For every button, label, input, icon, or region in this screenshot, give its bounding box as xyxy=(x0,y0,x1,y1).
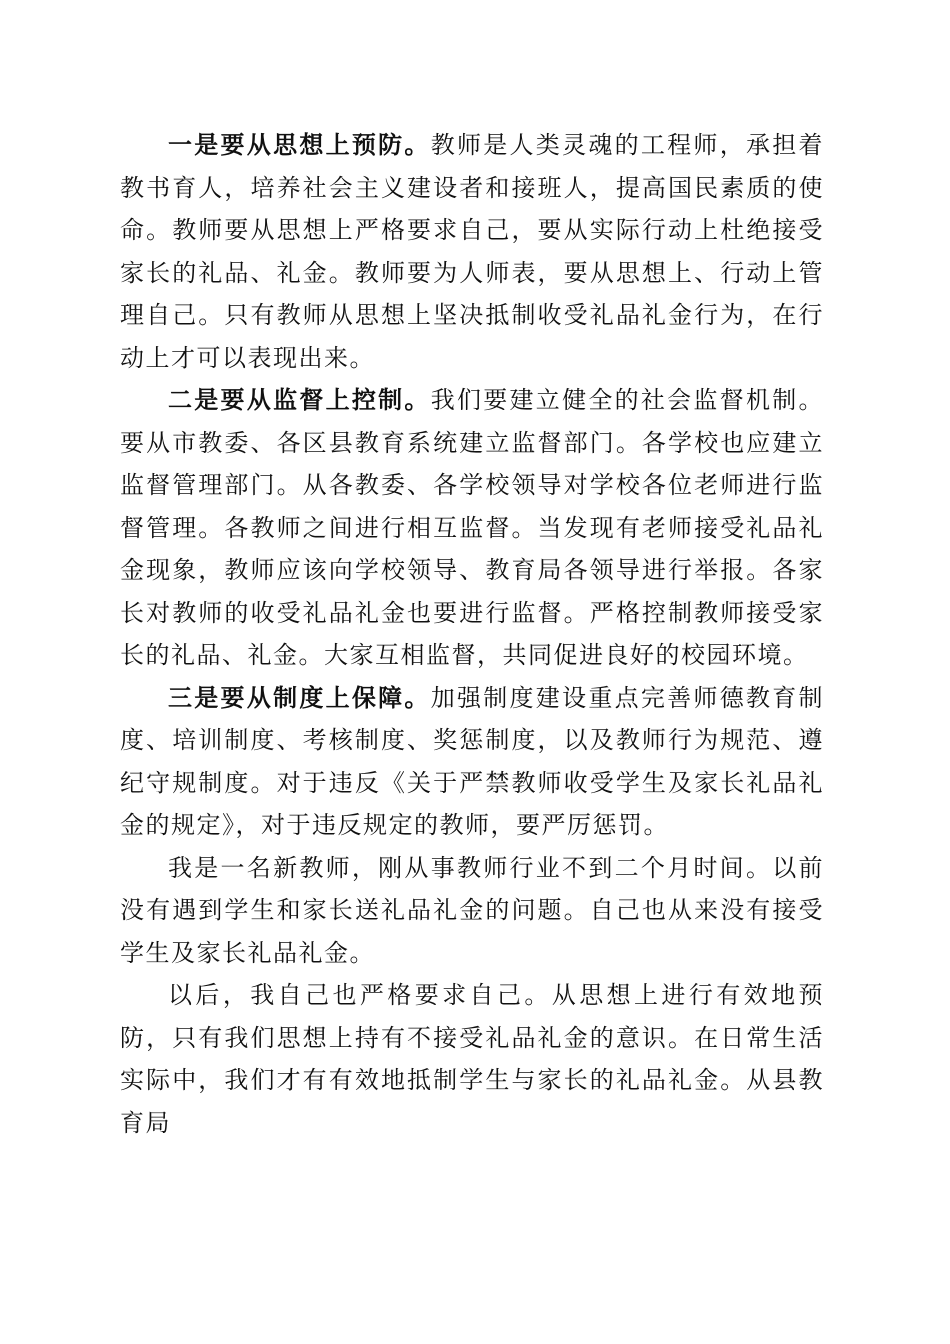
paragraph-text: 加强制度建设重点完善师德教育制度、培训制度、考核制度、奖惩制度，以及教师行为规范、遵纪守规制度。对于违反《关于严禁教师收受学生及家长礼品礼金的规定》，对于违反规定的教师，要严厉惩罚。 xyxy=(120,683,825,839)
paragraph-text: 以后，我自己也严格要求自己。从思想上进行有效地预防，只有我们思想上持有不接受礼品礼金的意识。在日常生活实际中，我们才有有效地抵制学生与家长的礼品礼金。从县教育局 xyxy=(120,981,824,1137)
paragraph-text: 我是一名新教师，刚从事教师行业不到二个月时间。以前没有遇到学生和家长送礼品礼金的问题。自己也从来没有接受学生及家长礼品礼金。 xyxy=(120,853,824,967)
paragraph-text: 我们要建立健全的社会监督机制。要从市教委、各区县教育系统建立监督部门。各学校也应建立监督管理部门。从各教委、各学校领导对学校各位老师进行监督管理。各教师之间进行相互监督。当发现有老师接受礼品礼金现象，教师应该向学校领导、教育局各领导进行举报。各家长对教师的收受礼品礼金也要进行监督。严格控制教师接受家长的礼品、礼金。大家互相监督，共同促进良好的校园环境。 xyxy=(120,386,825,669)
document-body xyxy=(120,124,824,1144)
paragraph-system xyxy=(120,677,824,847)
paragraph-supervision xyxy=(120,379,824,677)
paragraph-heading: 三是要从制度上保障。 xyxy=(168,682,431,712)
paragraph-prevention xyxy=(120,124,824,379)
paragraph-future xyxy=(120,974,824,1144)
paragraph-heading: 一是要从思想上预防。 xyxy=(168,130,431,159)
paragraph-heading: 二是要从监督上控制。 xyxy=(168,385,431,414)
paragraph-text: 教师是人类灵魂的工程师，承担着教书育人，培养社会主义建设者和接班人，提高国民素质的使命。教师要从思想上严格要求自己，要从实际行动上杜绝接受家长的礼品、礼金。教师要为人师表，要从思想上、行动上管理自己。只有教师从思想上坚决抵制收受礼品礼金行为，在行动上才可以表现出来。 xyxy=(120,131,825,372)
paragraph-personal xyxy=(120,847,824,975)
